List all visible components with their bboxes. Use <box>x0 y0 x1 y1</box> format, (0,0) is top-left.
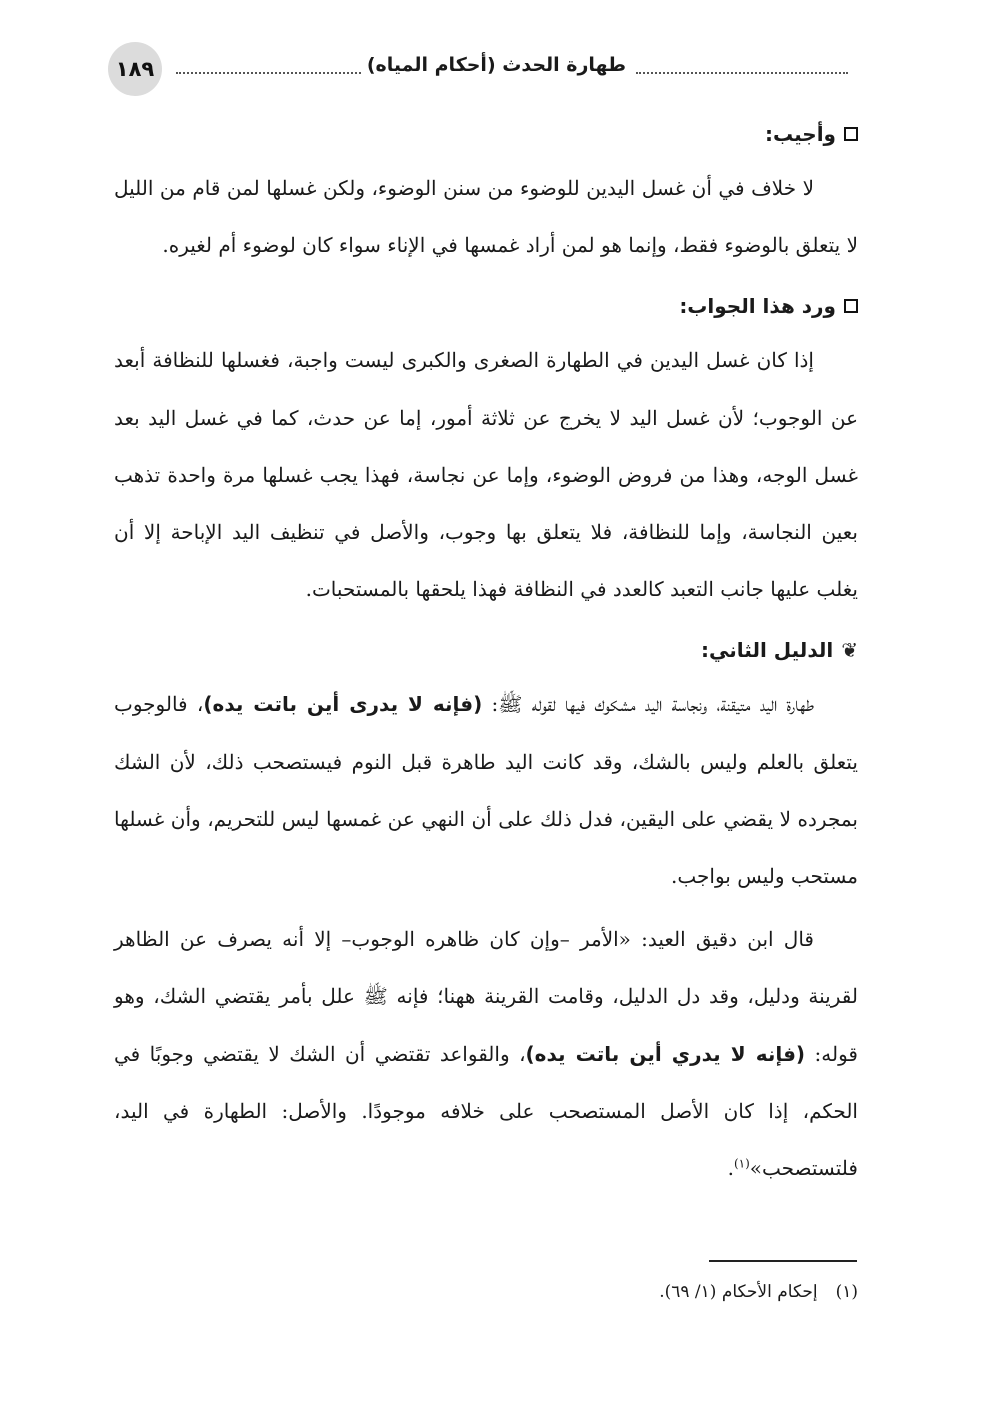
hadith-quote: (فإنه لا يدري أين باتت يده) <box>525 1041 806 1066</box>
running-title: طهارة الحدث (أحكام المياه) <box>363 54 630 76</box>
section-heading <box>114 624 858 676</box>
header-dots-left <box>176 72 384 74</box>
square-bullet-icon <box>844 299 858 313</box>
hadith-quote: (فإنه لا يدرى أين باتت يده) <box>203 692 483 717</box>
paragraph: إذا كان غسل اليدين في الطهارة الصغرى والكبرى ليست واجبة، فغسلها للنظافة أبعد عن الوجوب؛ لأن غسل اليد لا يخرج عن ثلاثة أمور، إما عن حدث، كما في غسل اليد بعد غسل الوجه، وهذا من فروض الوضوء، وإما عن نجاسة، فهذا يجب غسلها مرة واحدة تذهب بعين النجاسة، وإما للنظافة، فلا يتعلق بها وجوب، والأصل في تنظيف اليد الإباحة إلا أن يغلب عليها جانب التعبد كالعدد في النظافة فهذا يلحقها بالمستحبات. <box>114 348 858 602</box>
footnote-number: (١) <box>835 1282 858 1302</box>
page-body <box>114 108 858 1203</box>
section-heading <box>114 108 858 160</box>
footnote-separator <box>709 1260 857 1262</box>
paragraph-text: طهارة اليد متيقنة، ونجاسة اليد مشكوك فيها لقوله ﷺ: <box>482 692 814 717</box>
page-header <box>108 42 848 98</box>
paragraph <box>114 911 858 1197</box>
header-dots-right <box>636 72 848 74</box>
footnote-reference[interactable]: (١) <box>733 1156 750 1171</box>
leaf-bullet-icon: ❦ <box>841 638 858 663</box>
paragraph-text: ، فالوجوب يتعلق بالعلم وليس بالشك، وقد كانت اليد طاهرة قبل النوم فيستصحب ذلك، لأن الشك بمجرده لا يقضي على اليقين، فدل ذلك على أن النهي عن غمسها ليس للتحريم، وأن غسلها مستحب وليس بواجب. <box>114 692 858 889</box>
paragraph: لا خلاف في أن غسل اليدين للوضوء من سنن الوضوء، ولكن غسلها لمن قام من الليل لا يتعلق بالوضوء فقط، وإنما هو لمن أراد غمسها في الإناء سواء كان لوضوء أم لغيره. <box>114 176 858 258</box>
page-number: ١٨٩ <box>108 42 162 96</box>
footnote-text: إحكام الأحكام (١/ ٦٩). <box>659 1282 818 1302</box>
paragraph-end: . <box>727 1156 734 1181</box>
paragraph-text: قال ابن دقيق العيد: «الأمر –وإن كان ظاهره الوجوب– إلا أنه يصرف عن الظاهر لقرينة ودليل، وقد دل الدليل، وقامت القرينة ههنا؛ فإنه ﷺ علل بأمر يقتضي الشك، وهو قوله: <box>114 927 858 1066</box>
footnote <box>659 1278 858 1306</box>
paragraph <box>114 676 858 905</box>
section-heading <box>114 280 858 332</box>
paragraph-text: ، والقواعد تقتضي أن الشك لا يقتضي وجوبًا في الحكم، إذا كان الأصل المستصحب على خلافه موجودًا. والأصل: الطهارة في اليد، فلتستصحب» <box>114 1041 858 1181</box>
heading-text: الدليل الثاني: <box>701 638 834 663</box>
square-bullet-icon <box>844 127 858 141</box>
heading-text: وأجيب: <box>764 122 836 146</box>
heading-text: ورد هذا الجواب: <box>679 294 836 319</box>
